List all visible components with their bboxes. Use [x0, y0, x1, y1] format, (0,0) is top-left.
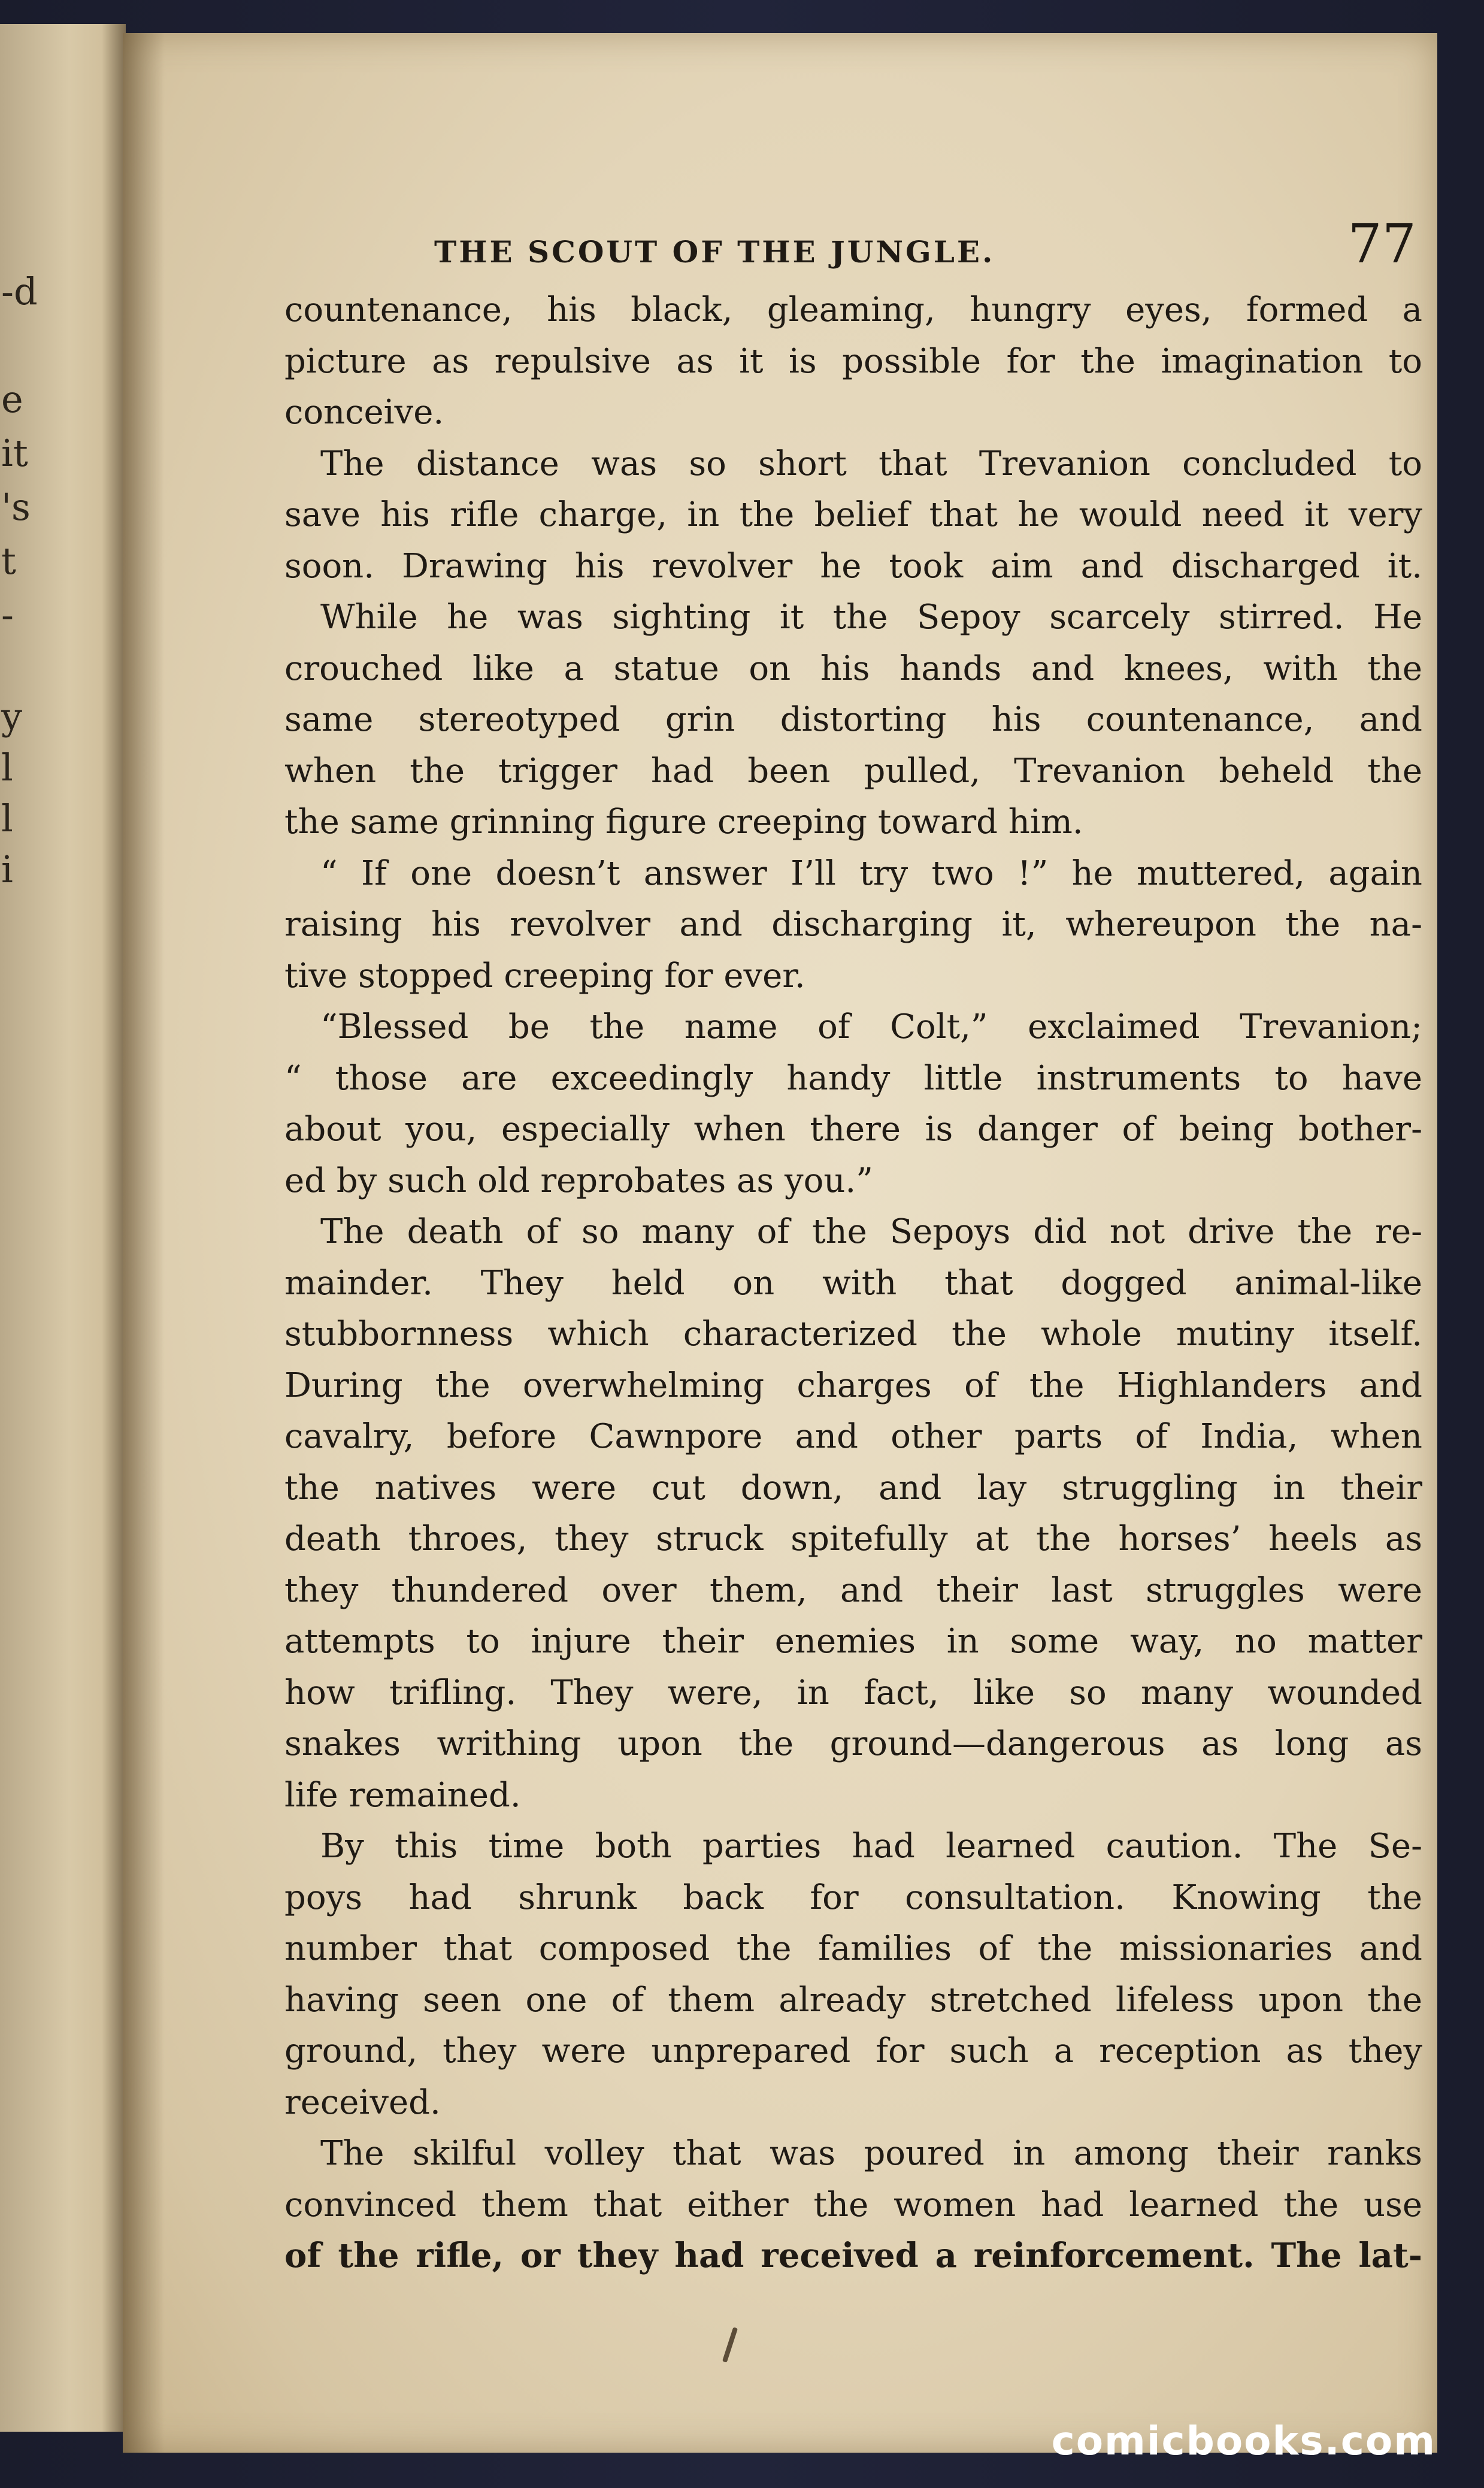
- text-line: tive stopped creeping for ever.: [284, 956, 805, 995]
- previous-page-fragment: 's: [1, 485, 31, 529]
- text-line: cavalry, before Cawnpore and other parts of India, when: [284, 1417, 1422, 1456]
- pencil-mark: [722, 2327, 738, 2363]
- text-line: “Blessed be the name of Colt,” exclaimed Trevanion;: [320, 1007, 1422, 1046]
- text-line: same stereotyped grin distorting his countenance, and: [284, 700, 1422, 739]
- text-line: countenance, his black, gleaming, hungry eyes, formed a: [284, 290, 1422, 329]
- text-line: “ those are exceedingly handy little instruments to have: [284, 1058, 1422, 1098]
- text-line: when the trigger had been pulled, Trevanion beheld the: [284, 751, 1422, 791]
- text-line: the natives were cut down, and lay struggling in their: [284, 1468, 1422, 1508]
- watermark: comicbooks.com: [1051, 2418, 1436, 2464]
- text-line: raising his revolver and discharging it, whereupon the na-: [284, 905, 1422, 944]
- text-line: save his rifle charge, in the belief that he would need it very: [284, 495, 1422, 534]
- text-line: picture as repulsive as it is possible for the imagination to: [284, 341, 1422, 381]
- previous-page-edge: [0, 24, 126, 2432]
- text-line: how trifling. They were, in fact, like so many wounded: [284, 1673, 1422, 1712]
- text-line: the same grinning figure creeping toward him.: [284, 803, 1083, 842]
- text-line: The skilful volley that was poured in among their ranks: [320, 2134, 1422, 2173]
- previous-page-fragment: -: [1, 593, 14, 637]
- book-gutter-shadow: [102, 24, 126, 2432]
- text-line: ground, they were unprepared for such a reception as they: [284, 2032, 1422, 2071]
- text-line: life remained.: [284, 1775, 521, 1815]
- text-line: stubbornness which characterized the whole mutiny itself.: [284, 1315, 1422, 1354]
- text-line: snakes writhing upon the ground—dangerous as long as: [284, 1724, 1422, 1763]
- text-line: number that composed the families of the missionaries and: [284, 1929, 1422, 1968]
- text-line: of the rifle, or they had received a reinforcement. The lat-: [284, 2236, 1422, 2275]
- text-line: While he was sighting it the Sepoy scarcely stirred. He: [320, 598, 1422, 637]
- previous-page-fragment: it: [1, 431, 28, 475]
- text-line: death throes, they struck spitefully at the horses’ heels as: [284, 1520, 1422, 1558]
- page-header: [434, 213, 1416, 279]
- running-title: THE SCOUT OF THE JUNGLE.: [434, 234, 995, 270]
- book-page: [123, 33, 1437, 2453]
- text-line: received.: [284, 2083, 441, 2122]
- text-line: they thundered over them, and their last struggles were: [284, 1570, 1422, 1610]
- text-line: mainder. They held on with that dogged animal-like: [284, 1263, 1422, 1303]
- text-line: soon. Drawing his revolver he took aim and discharged it.: [284, 546, 1422, 586]
- text-line: The distance was so short that Trevanion concluded to: [320, 444, 1422, 483]
- text-line: During the overwhelming charges of the Highlanders and: [284, 1366, 1422, 1405]
- previous-page-fragment: l: [1, 746, 13, 789]
- text-line: attempts to injure their enemies in some way, no matter: [284, 1622, 1422, 1661]
- text-line: poys had shrunk back for consultation. Knowing the: [284, 1878, 1422, 1917]
- text-line: convinced them that either the women had learned the use: [284, 2185, 1422, 2224]
- previous-page-fragment: t: [1, 539, 16, 583]
- text-line: “ If one doesn’t answer I’ll try two !” he muttered, again: [320, 853, 1422, 893]
- text-line: By this time both parties had learned caution. The Se-: [320, 1827, 1422, 1866]
- text-line: The death of so many of the Sepoys did not drive the re-: [320, 1212, 1422, 1251]
- text-line: conceive.: [284, 393, 444, 432]
- previous-page-fragment: i: [1, 848, 13, 891]
- previous-page-fragment: y: [1, 695, 23, 738]
- previous-page-fragment: -d: [1, 270, 38, 313]
- body-text: [284, 284, 1422, 2282]
- text-line: having seen one of them already stretched lifeless upon the: [284, 1980, 1422, 2020]
- previous-page-fragment: l: [1, 797, 13, 840]
- page-number: 77: [1347, 213, 1416, 276]
- text-line: crouched like a statue on his hands and knees, with the: [284, 649, 1422, 688]
- text-line: about you, especially when there is danger of being bother-: [284, 1110, 1422, 1149]
- previous-page-fragment: e: [1, 377, 23, 421]
- text-line: ed by such old reprobates as you.”: [284, 1161, 873, 1200]
